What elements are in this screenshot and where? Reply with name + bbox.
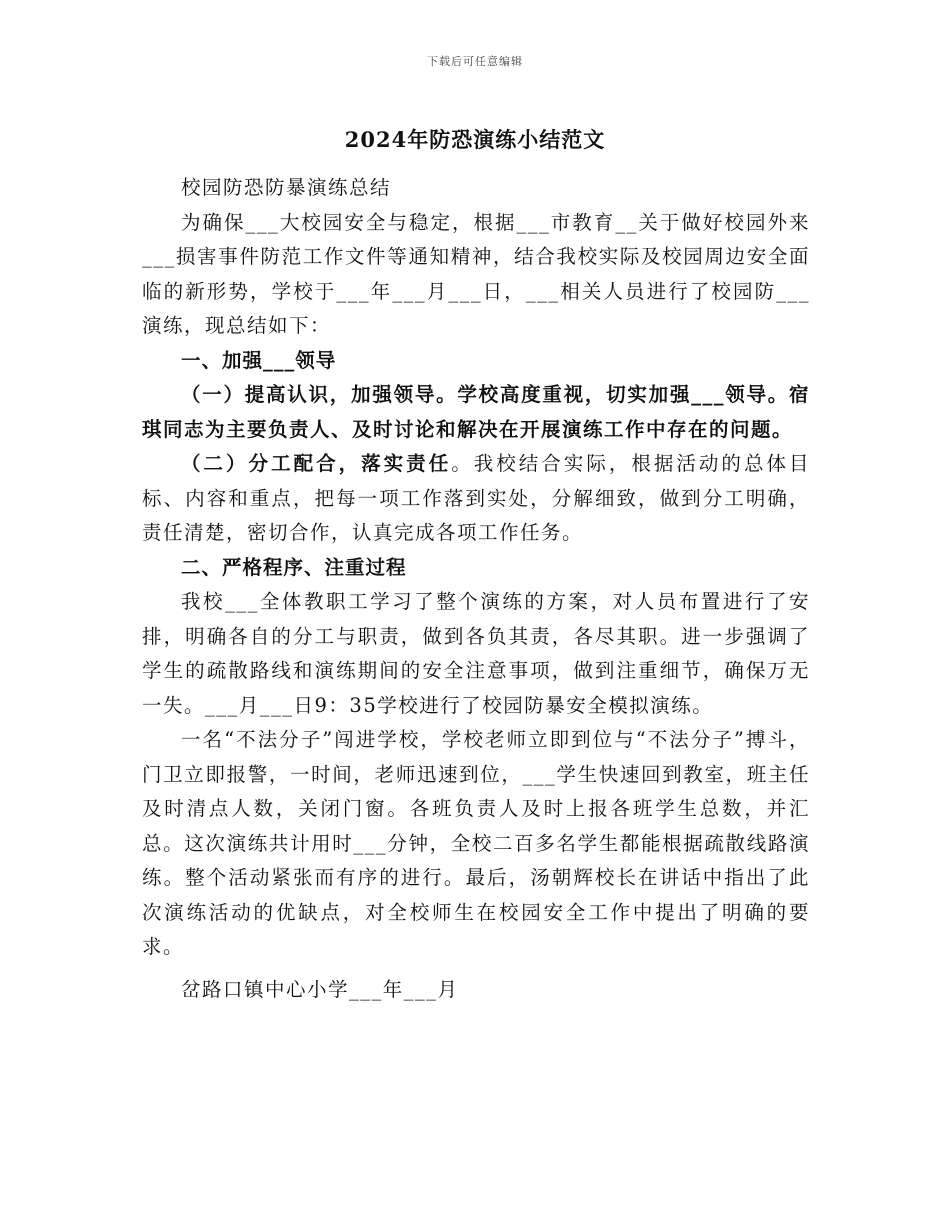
section2-paragraph-2: 一名“不法分子”闯进学校，学校老师立即到位与“不法分子”搏斗，门卫立即报警，一时间，老师迅速到位，___学生快速回到教室，班主任及时清点人数，关闭门窗。各班负责人及时上报各班学生总数，并汇总。这次演练共计用时___分钟，全校二百多名学生都能根据疏散线路演练。整个活动紧张而有序的进行。最后，汤朝辉校长在讲话中指出了此次演练活动的优缺点，对全校师生在校园安全工作中提出了明确的要求。 [142,728,810,958]
section1-item2-body: 。我校结合实际，根据活动的总体目标、内容和重点，把每一项工作落到实处，分解细致，做到分工明确，责任清楚，密切合作，认真完成各项工作任务。 [142,452,810,544]
section2-heading: 二、严格程序、注重过程 [181,555,407,579]
section1-item1-paragraph: （一）提高认识，加强领导。学校高度重视，切实加强___领导。宿琪同志为主要负责人、及时讨论和解决在开展演练工作中存在的问题。 [142,383,810,441]
signature-line: 岔路口镇中心小学___年___月 [181,977,459,1001]
document-title: 2024年防恐演练小结范文 [344,127,606,152]
header-note: 下载后可任意编辑 [427,55,523,68]
section1-item2-lead: （二）分工配合，落实责任 [181,452,452,475]
section1-item2-paragraph [142,447,810,551]
document-body [142,171,810,1007]
section2-paragraph-1: 我校___全体教职工学习了整个演练的方案，对人员布置进行了安排，明确各自的分工与职责，做到各负其责，各尽其职。进一步强调了学生的疏散路线和演练期间的安全注意事项，做到注重细节，确保万无一失。___月___日9：35学校进行了校园防暴安全模拟演练。 [142,590,810,717]
section1-heading: 一、加强___领导 [181,348,337,372]
subtitle-paragraph: 校园防恐防暴演练总结 [181,176,392,199]
intro-paragraph: 为确保___大校园安全与稳定，根据___市教育__关于做好校园外来___损害事件防范工作文件等通知精神，结合我校实际及校园周边安全面临的新形势，学校于___年___月___日，___相关人员进行了校园防___演练，现总结如下： [142,210,810,337]
